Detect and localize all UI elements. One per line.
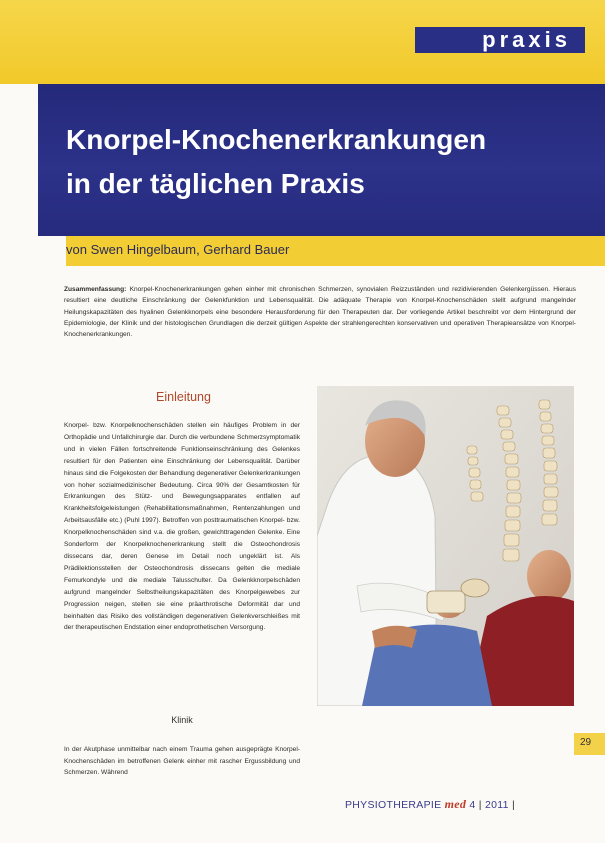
journal-suffix: med [444, 797, 467, 811]
photo-illustration [317, 386, 574, 706]
footer [345, 797, 515, 812]
page-number: 29 [580, 737, 592, 748]
summary-label: Zusammenfassung: [64, 286, 127, 293]
footer-separator: | [478, 799, 482, 811]
title-band [38, 84, 605, 236]
title-line-1: Knorpel-Knochenerkrankungen [66, 124, 487, 155]
summary-text: Knorpel-Knochenerkrankungen gehen einher mit chronischen Schmerzen, synovialen Reizzuständen und rezidivierenden Gelenkergüssen. Hieraus resultiert eine deutliche Einschränkung der Gelenkfunktion und Lebensqualität. Die adäquate Therapie von Knorpel-Knochenschäden stellt aufgrund mangelnder Heilungskapazitäten des hyalinen Gelenkknorpels eine besondere Herausforderung für den Therapeuten dar. Der vorliegende Artikel beschreibt vor dem Hintergrund der Epidemiologie, der Klinik und der histologischen Grundlagen die derzeit gültigen Aspekte der strahlengerechten konservativen und operativen Therapieansätze von Knorpel-Knochenerkrankungen. [64, 286, 576, 339]
issue-year: 2011 [485, 799, 509, 811]
einleitung-text: Knorpel- bzw. Knorpelknochenschäden stellen ein häufiges Problem in der Orthopädie und Unfallchirurgie dar. Durch die verbundene Schmerzsymptomatik und in vielen Fällen fortschreitende Funktionseinschränkung des Gelenkes resultiert für den Patienten eine Einschränkung der Lebensqualität. Darüber hinaus sind die Folgekosten der Behandlung degenerativer Gelenkerkrankungen von hoher sozialmedizinischer Bedeutung. Circa 90% der Gesamtkosten für Erkrankungen des Stütz- und Bewegungsapparates entfallen auf Krankheitsfolgeleistungen (Rehabilitationsmaßnahmen, Rentenzahlungen und Arbeitsausfälle etc.) (Puhl 1997). Betroffen von posttraumatischen Knorpel- bzw. Knorpelknochenschäden sind v.a. die großen, gewichttragenden Gelenke. Eine Sonderform der Knorpelknochenerkrankung stellt die Osteochondrosis dissecans dar, deren Genese im Detail noch ungeklärt ist. Als Prädilektionsstellen der Osteochondrosis dissecans gelten die mediale Femurkondyle und die mediale Talusschulter. Da Gelenkknorpelschäden aufgrund mangelnder Selbstheilungskapazitäten des Knorpelgewebes zur Progression neigen, stellen sie eine präarthrotische Deformität dar und beinhalten das Risiko des vollständigen degenerativen Gelenkverschleißes mit der therapeutischen Endstation einer endoprothetischen Versorgung. [64, 422, 300, 632]
title-line-2: in der täglichen Praxis [66, 168, 365, 199]
byline-band [66, 236, 605, 266]
byline: von Swen Hingelbaum, Gerhard Bauer [66, 242, 290, 257]
issue-number: 4 [469, 799, 476, 811]
page-number-tab [574, 733, 605, 755]
article-title [66, 118, 486, 206]
section-label-text: praxis [482, 27, 571, 52]
klinik-text: In der Akutphase unmittelbar nach einem Trauma gehen ausgeprägte Knorpel-Knochenschäden im betroffenen Gelenk einher mit rascher Ergussbildung und Schmerzen. Während [64, 746, 300, 776]
summary [64, 284, 576, 340]
section-label [0, 25, 605, 53]
heading-klinik: Klinik [171, 715, 193, 725]
article-photo [317, 386, 574, 706]
heading-einleitung: Einleitung [156, 390, 211, 404]
journal-name: PHYSIOTHERAPIE [345, 799, 442, 811]
footer-separator-end: | [512, 799, 516, 811]
